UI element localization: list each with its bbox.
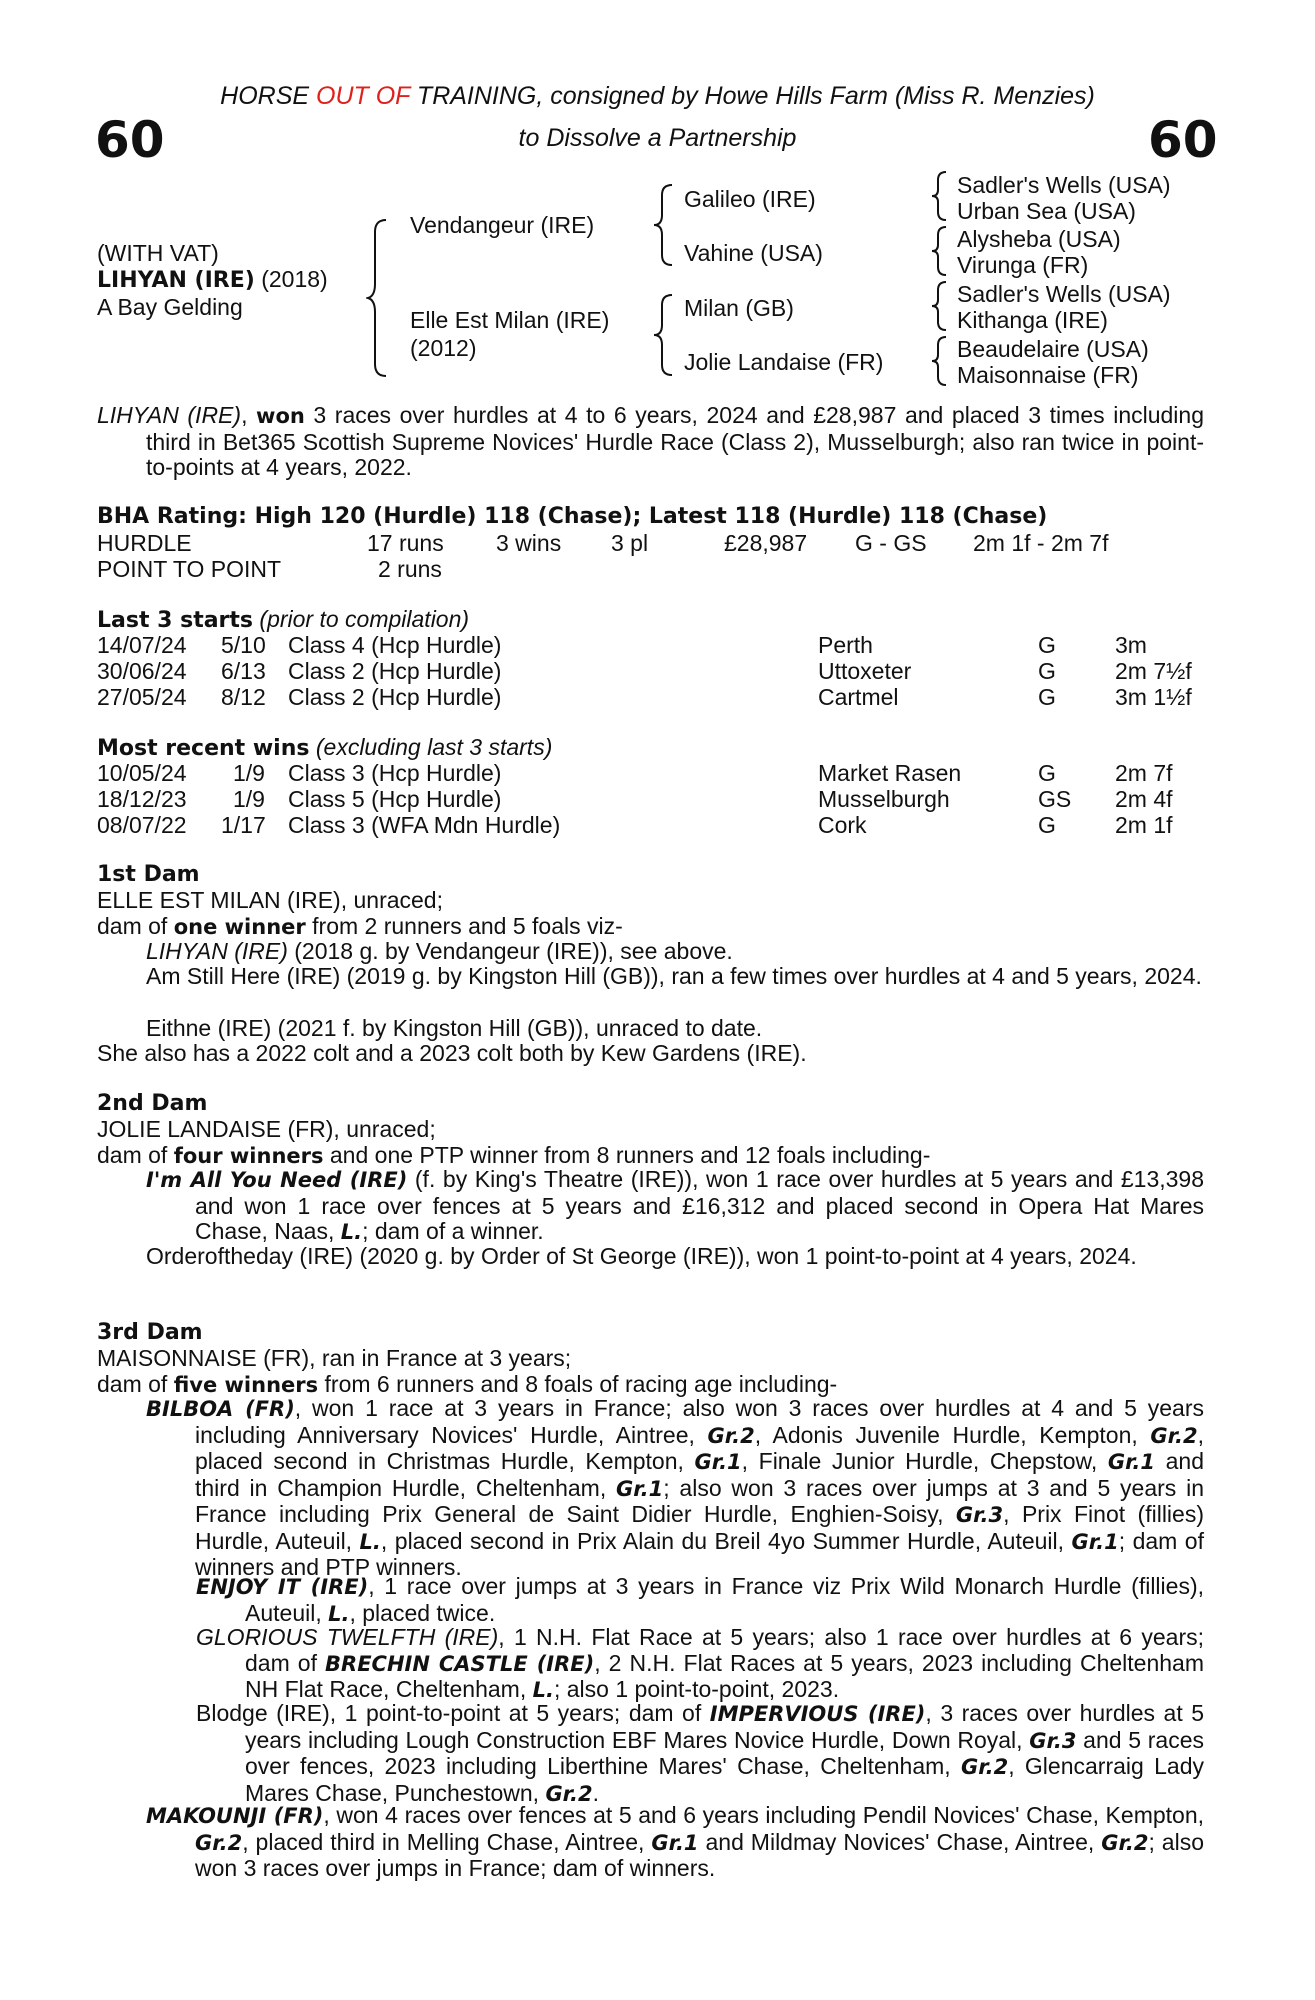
lot-number-left: 60: [95, 111, 165, 169]
text: , Adonis Juvenile Hurdle, Kempton,: [754, 1421, 1151, 1448]
pedigree-brace-7: [930, 335, 950, 387]
header-subline: to Dissolve a Partnership: [518, 124, 797, 152]
text: ; also won 3 races over jumps at 3 and 5 years in France including Prix General de Saint Didier Hurdle, Enghien-Soisy,: [195, 1474, 1204, 1527]
progeny-name: BRECHIN CASTLE (IRE): [325, 1651, 595, 1676]
text: ; also won 3 races over jumps in France; dam of winners.: [195, 1828, 1204, 1881]
text: , 1 race over jumps at 3 years in France viz Prix Wild Monarch Hurdle (fillies), Auteuil,: [245, 1573, 1204, 1626]
text: , placed second in Christmas Hurdle, Kempton,: [195, 1421, 1204, 1474]
race-date: 18/12/23: [97, 786, 187, 812]
grandsire-1: Sadler's Wells (USA): [957, 172, 1171, 198]
second-dam-heading: 2nd Dam: [97, 1091, 208, 1116]
pedigree-brace-5: [930, 225, 950, 277]
race-class: Class 2 (Hcp Hurdle): [288, 684, 502, 710]
pedigree-brace-2: [652, 183, 678, 267]
sire-dam: Vahine (USA): [684, 240, 823, 266]
text: .: [592, 1779, 600, 1806]
second-dam-progeny-2: Orderoftheday (IRE) (2020 g. by Order of St George (IRE)), won 1 point-to-point at 4 years, 2024.: [146, 1243, 1137, 1269]
third-dam-produce-line: [97, 1371, 837, 1398]
grade: L.: [532, 1678, 554, 1702]
grade: Gr.1: [694, 1450, 742, 1474]
horse-description: A Bay Gelding: [97, 294, 243, 320]
granddam-2: Urban Sea (USA): [957, 198, 1136, 224]
race-course: Market Rasen: [818, 760, 962, 786]
race-position: 5/10: [221, 632, 266, 658]
recent-title: Most recent wins: [97, 736, 310, 761]
text: dam of: [97, 1371, 174, 1397]
race-date: 27/05/24: [97, 684, 187, 710]
text: , 2 N.H. Flat Races at 5 years, 2023 including Cheltenham NH Flat Race, Cheltenham,: [245, 1649, 1204, 1702]
winner-count: four winners: [173, 1144, 324, 1168]
granddam-4: Virunga (FR): [957, 252, 1089, 278]
bha-rating: BHA Rating: High 120 (Hurdle) 118 (Chase); Latest 118 (Hurdle) 118 (Chase): [97, 504, 1048, 529]
dam-sire: Milan (GB): [684, 295, 794, 321]
progeny-name: MAKOUNJI (FR): [146, 1804, 324, 1828]
grade: Gr.2: [1150, 1423, 1198, 1448]
second-dam-line: JOLIE LANDAISE (FR), unraced;: [97, 1116, 436, 1142]
grade: Gr.1: [1107, 1450, 1156, 1474]
bha-runs: 2 runs: [378, 556, 442, 582]
text: dam of: [97, 1142, 174, 1168]
race-going: G: [1038, 812, 1056, 838]
progeny-enjoy-it: [196, 1573, 1204, 1627]
race-distance: 2m 7f: [1115, 760, 1173, 786]
first-dam-note: She also has a 2022 colt and a 2023 colt both by Kew Gardens (IRE).: [97, 1040, 807, 1066]
text: , placed third in Melling Chase, Aintree,: [242, 1828, 652, 1855]
race-class: Class 2 (Hcp Hurdle): [288, 658, 502, 684]
vat-label: (WITH VAT): [97, 240, 219, 266]
sire-sire: Galileo (IRE): [684, 186, 816, 212]
race-position: 1/9: [233, 786, 265, 812]
last3-subtitle: (prior to compilation): [253, 606, 470, 632]
race-going: GS: [1038, 786, 1072, 812]
text: ; also 1 point-to-point, 2023.: [553, 1676, 840, 1702]
first-dam-heading: 1st Dam: [97, 862, 200, 887]
race-going: G: [1038, 684, 1056, 710]
lot-number-right: 60: [1148, 111, 1218, 169]
first-dam-line: ELLE EST MILAN (IRE), unraced;: [97, 887, 443, 913]
bha-type: HURDLE: [97, 530, 192, 556]
header-out-of: OUT OF: [316, 82, 410, 110]
summary-horse-name: LIHYAN (IRE): [97, 402, 242, 428]
race-summary: LIHYAN (IRE), won 3 races over hurdles at 4 to 6 years, 2024 and £28,987 and placed 3 times including third in Bet365 Scottish Supreme Novices' Hurdle Race (Class 2), Musselburgh; also ran twice in point-to-points at 4 years, 2022.: [97, 402, 1204, 480]
grade: Gr.1: [616, 1476, 664, 1501]
race-position: 6/13: [221, 658, 266, 684]
race-distance: 2m 4f: [1115, 786, 1173, 812]
progeny-text: ; dam of a winner.: [362, 1218, 544, 1244]
race-course: Musselburgh: [818, 786, 950, 812]
progeny-name: IMPERVIOUS (IRE): [709, 1702, 926, 1726]
progeny-blodge: [196, 1700, 1204, 1807]
progeny-name: LIHYAN (IRE): [146, 938, 288, 964]
first-dam-progeny-3: Eithne (IRE) (2021 f. by Kingston Hill (GB)), unraced to date.: [146, 1015, 763, 1041]
text: Blodge (IRE), 1 point-to-point at 5 years; dam of: [196, 1700, 710, 1726]
dam-dam: Jolie Landaise (FR): [684, 349, 884, 375]
pedigree-brace-1: [366, 218, 392, 378]
sire: Vendangeur (IRE): [410, 212, 595, 238]
second-dam-progeny-1: [146, 1166, 1204, 1246]
progeny-bilboa: [146, 1395, 1204, 1581]
grandsire-5: Sadler's Wells (USA): [957, 281, 1171, 307]
text: , Prix Finot (fillies) Hurdle, Auteuil,: [195, 1501, 1204, 1554]
first-dam-progeny-2: Am Still Here (IRE) (2019 g. by Kingston Hill (GB)), ran a few times over hurdles at 4 and 5 years, 2024.: [146, 963, 1202, 989]
last3-heading: [97, 606, 469, 634]
recent-subtitle: (excluding last 3 starts): [309, 734, 553, 760]
grade: L.: [359, 1529, 381, 1554]
grade: Gr.1: [1071, 1529, 1119, 1554]
dam-name: Elle Est Milan (IRE): [410, 307, 610, 333]
race-distance: 3m: [1115, 632, 1147, 658]
race-class: Class 4 (Hcp Hurdle): [288, 632, 502, 658]
text: dam of: [97, 913, 174, 939]
granddam-8: Maisonnaise (FR): [957, 362, 1139, 388]
race-distance: 3m 1½f: [1115, 684, 1192, 710]
text: , 3 races over hurdles at 5 years including Lough Construction EBF Mares Novice Hurdle, Down Royal,: [245, 1700, 1204, 1753]
grade: Gr.2: [1101, 1830, 1149, 1855]
race-going: G: [1038, 658, 1056, 684]
second-dam-produce-line: [97, 1142, 930, 1169]
header-text-a: HORSE: [220, 82, 316, 110]
winner-count: five winners: [173, 1373, 319, 1397]
grade: Gr.2: [961, 1755, 1009, 1779]
race-course: Cartmel: [818, 684, 899, 710]
grade: Gr.1: [651, 1830, 699, 1855]
race-position: 1/17: [221, 812, 266, 838]
text: , won 1 race at 3 years in France; also won 3 races over hurdles at 4 and 5 years including Anniversary Novices' Hurdle, Aintree,: [195, 1395, 1204, 1448]
third-dam-heading: 3rd Dam: [97, 1320, 203, 1345]
grade: L.: [340, 1220, 363, 1244]
text: and 5 races over fences, 2023 including Liberthine Mares' Chase, Cheltenham,: [245, 1726, 1204, 1779]
race-date: 10/05/24: [97, 760, 187, 786]
text: , won 4 races over fences at 5 and 6 years including Pendil Novices' Chase, Kempton,: [323, 1802, 1205, 1828]
race-course: Cork: [818, 812, 867, 838]
first-dam-progeny-1: [146, 938, 733, 964]
bha-placed: 3 pl: [611, 530, 649, 556]
dam-year: (2012): [410, 335, 477, 361]
race-going: G: [1038, 760, 1056, 786]
race-course: Uttoxeter: [818, 658, 912, 684]
grade: Gr.2: [545, 1781, 593, 1806]
progeny-name: ENJOY IT (IRE): [196, 1575, 369, 1599]
text: , placed second in Prix Alain du Breil 4yo Summer Hurdle, Auteuil,: [380, 1527, 1072, 1554]
race-going: G: [1038, 632, 1056, 658]
race-position: 8/12: [221, 684, 266, 710]
text: , Glencarraig Lady Mares Chase, Punchestown,: [245, 1753, 1204, 1806]
text: and Mildmay Novices' Chase, Aintree,: [698, 1828, 1102, 1855]
text: from 2 runners and 5 foals viz-: [305, 913, 623, 939]
grade: Gr.3: [1029, 1728, 1077, 1753]
header-text-b: TRAINING, consigned by Howe Hills Farm (Miss R. Menzies): [409, 82, 1095, 110]
horse-name: LIHYAN (IRE): [97, 268, 255, 293]
progeny-name: BILBOA (FR): [146, 1397, 295, 1421]
progeny-glorious-twelfth: [196, 1624, 1205, 1704]
pedigree-brace-6: [930, 280, 950, 332]
bha-type: POINT TO POINT: [97, 556, 282, 582]
last3-title: Last 3 starts: [97, 608, 254, 633]
pedigree-brace-4: [930, 170, 950, 222]
summary-text: 3 races over hurdles at 4 to 6 years, 2024 and £28,987 and placed 3 times including third in Bet365 Scottish Supreme Novices' Hurdle Race (Class 2), Musselburgh; also ran twice in point-to-points at 4 years, 2022.: [146, 402, 1204, 480]
race-class: Class 3 (Hcp Hurdle): [288, 760, 502, 786]
text: from 6 runners and 8 foals of racing age including-: [318, 1371, 838, 1397]
bha-prize-money: £28,987: [724, 530, 808, 556]
grandsire-3: Alysheba (USA): [957, 226, 1121, 252]
grade: Gr.3: [955, 1503, 1004, 1527]
race-distance: 2m 1f: [1115, 812, 1173, 838]
grade: Gr.2: [195, 1830, 243, 1855]
third-dam-line: MAISONNAISE (FR), ran in France at 3 years;: [97, 1345, 572, 1371]
bha-going: G - GS: [855, 530, 927, 556]
race-date: 08/07/22: [97, 812, 187, 838]
race-course: Perth: [818, 632, 873, 658]
race-distance: 2m 7½f: [1115, 658, 1192, 684]
pedigree-brace-3: [652, 293, 678, 377]
summary-won: won: [256, 404, 305, 428]
grade: L.: [328, 1601, 350, 1626]
winner-count: one winner: [173, 915, 306, 939]
text: ; dam of winners and PTP winners.: [195, 1527, 1204, 1580]
bha-distance: 2m 1f - 2m 7f: [973, 530, 1109, 556]
bha-runs: 17 runs: [367, 530, 444, 556]
race-class: Class 3 (WFA Mdn Hurdle): [288, 812, 561, 838]
race-position: 1/9: [233, 760, 265, 786]
bha-wins: 3 wins: [496, 530, 562, 556]
granddam-6: Kithanga (IRE): [957, 307, 1108, 333]
horse-name-line: [97, 266, 328, 294]
first-dam-produce-line: [97, 913, 623, 940]
race-class: Class 5 (Hcp Hurdle): [288, 786, 502, 812]
grandsire-7: Beaudelaire (USA): [957, 336, 1149, 362]
progeny-name: I'm All You Need (IRE): [146, 1168, 408, 1192]
consignor-line: [0, 81, 1315, 111]
horse-year: (2018): [254, 266, 328, 292]
text: , Finale Junior Hurdle, Chepstow,: [741, 1448, 1108, 1474]
progeny-text: (f. by King's Theatre (IRE)), won 1 race over hurdles at 5 years and £13,398 and won 1 race over fences at 5 years and £16,312 and placed second in Opera Hat Mares Chase, Naas,: [195, 1166, 1204, 1244]
text: and one PTP winner from 8 runners and 12 foals including-: [323, 1142, 931, 1168]
text: , 1 N.H. Flat Race at 5 years; also 1 race over hurdles at 6 years; dam of: [245, 1624, 1205, 1676]
recent-wins-heading: [97, 734, 552, 762]
grade: Gr.2: [707, 1423, 755, 1448]
race-date: 14/07/24: [97, 632, 187, 658]
race-date: 30/06/24: [97, 658, 187, 684]
text: , placed twice.: [349, 1599, 496, 1626]
progeny-text: (2018 g. by Vendangeur (IRE)), see above.: [287, 938, 733, 964]
text: and third in Champion Hurdle, Cheltenham,: [195, 1448, 1204, 1501]
progeny-name: GLORIOUS TWELFTH (IRE): [196, 1624, 499, 1650]
progeny-makounji: [146, 1802, 1205, 1882]
